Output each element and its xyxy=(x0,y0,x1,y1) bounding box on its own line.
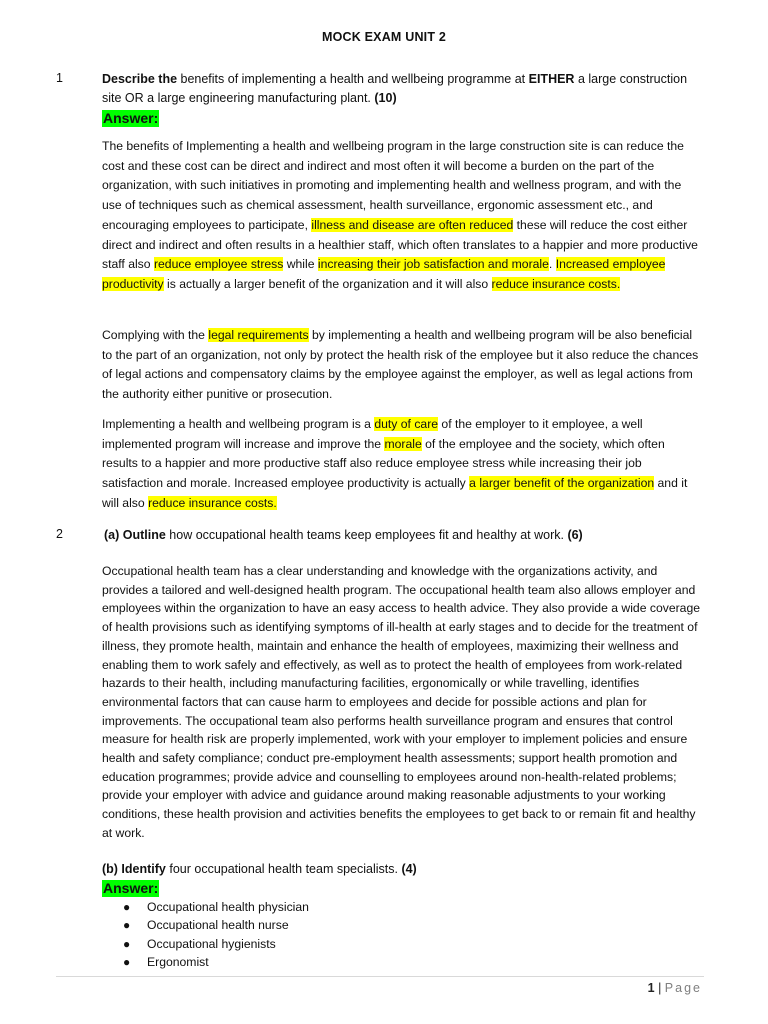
highlight: reduce insurance costs. xyxy=(491,276,621,291)
list-item-text: Ergonomist xyxy=(147,955,209,970)
highlight: Increased employee productivity xyxy=(102,257,666,291)
q1-answer-paragraph-1 xyxy=(102,137,702,295)
list-item xyxy=(102,916,602,934)
list-item-text: Occupational hygienists xyxy=(147,936,276,951)
text: by implementing a health and wellbeing program will be also beneficial to the part of an organization, not only by protect the health risk of the employee but it also reduce the chances of legal actions and compensatory claims by the employee against the employer, as well as legal actions from the authority either punitive or prosecution. xyxy=(102,328,699,402)
q1-text-a: benefits of implementing a health and wellbeing programme at xyxy=(177,72,529,86)
list-item-text: Occupational health nurse xyxy=(147,918,289,933)
bullet-icon: ● xyxy=(123,900,131,914)
q1-answer-paragraph-3 xyxy=(102,415,702,514)
q1-answer-label: Answer: xyxy=(103,110,159,126)
question-2-number: 2 xyxy=(56,527,63,541)
list-item xyxy=(102,953,602,971)
q2b-marks: (4) xyxy=(401,862,417,876)
page-footer xyxy=(648,981,702,995)
q1-either: EITHER xyxy=(528,72,575,86)
bullet-icon: ● xyxy=(123,955,131,970)
question-1-number: 1 xyxy=(56,71,63,85)
footer-divider xyxy=(56,976,704,977)
text: Complying with the xyxy=(102,328,209,342)
q2b-text: four occupational health team specialists. xyxy=(165,862,402,876)
q2b-lead: (b) Identify xyxy=(102,862,166,876)
q2a-answer-paragraph: Occupational health team has a clear understanding and knowledge with the organizations activity, and provides a tailored and well-designed health program. The occupational health team also allows employer and employees within the organization to have an easy access to health advice. They also provide a wide coverage of health provisions such as identifying symptoms of ill-health at early stages and to decide for the treatment of illness, they promote health, maintain and enhance the health of employees, maximizing their wellness and enabling them to work safely and effectively, as well as to protect the health of employees from work-related hazards to their health, including manufacturing facilities, ergonomically or while travelling, identifies environmental factors that can cause harm to employees and decide for possible actions and plan for improvements. The occupational team also performs health surveillance program and ensures that control measure for health risk are properly implemented, work with your employer to implement policies and ensure health and safety compliance; conduct pre-employment health assessments; support health promotion and education programmes; provide advice and counselling to employees around non-health-related problems; provide your employer with advice and guidance around making reasonable adjustments to your working conditions, these health provision and activities benefits the employees to get back to or remain fit and healthy at work. xyxy=(102,564,700,840)
highlight: reduce insurance costs. xyxy=(148,495,277,510)
text: Implementing a health and wellbeing program is a xyxy=(102,417,375,431)
highlight: increasing their job satisfaction and morale xyxy=(317,257,549,272)
highlight: duty of care xyxy=(374,417,439,431)
bullet-icon: ● xyxy=(123,936,131,951)
page-word: Page xyxy=(664,981,702,995)
text: of the employer to it employee, a well implemented program will increase and improve the xyxy=(102,417,643,451)
text: these will reduce the cost either direct and indirect and often results in a healthier staff, which often translates to a happier and more productive staff also xyxy=(102,217,698,272)
highlight: reduce employee stress xyxy=(153,257,284,272)
text: while xyxy=(283,257,318,272)
text: of the employee and the society, which often results to a happier and more productive staff also reduce employee stress while increasing their job satisfaction and morale. Increased employee productivity is actually xyxy=(102,436,665,491)
q2a-text: how occupational health teams keep employees fit and healthy at work. xyxy=(165,528,568,542)
list-item-text: Occupational health physician xyxy=(147,900,309,914)
q1-lead: Describe the xyxy=(102,72,178,86)
text: is actually a larger benefit of the organization and it will also xyxy=(163,276,492,291)
text: and it will also xyxy=(102,476,688,510)
q1-answer-paragraph-2 xyxy=(102,326,702,405)
highlight: legal requirements xyxy=(208,328,309,342)
text: . xyxy=(548,257,556,272)
specialists-list xyxy=(102,898,602,972)
text: The benefits of Implementing a health and wellbeing program in the large construction site is can reduce the cost and these cost can be direct and indirect and most often it will become a burden on the part of the organization, with such initiatives in promoting and implementing health and wellness program, and with the use of techniques such as chemical assessment, health surveillance, ergonomic assessment etc., and encouraging employees to participate, xyxy=(102,139,684,232)
list-item xyxy=(102,935,602,953)
question-1-text xyxy=(102,70,702,108)
page-number: 1 xyxy=(647,981,655,995)
highlight: morale xyxy=(384,436,422,451)
bullet-icon: ● xyxy=(123,918,131,933)
q2a-marks: (6) xyxy=(567,528,583,542)
q1-marks: (10) xyxy=(374,91,397,105)
question-2a-text xyxy=(104,526,704,545)
q2a-lead: (a) Outline xyxy=(104,528,166,542)
page-title: MOCK EXAM UNIT 2 xyxy=(321,30,447,44)
list-item xyxy=(102,898,602,916)
question-2b-text xyxy=(102,860,702,879)
highlight: illness and disease are often reduced xyxy=(311,217,514,232)
highlight: a larger benefit of the organization xyxy=(469,476,655,491)
q2b-answer-label: Answer: xyxy=(103,880,159,896)
q1-text-b: a large construction site OR a large engineering manufacturing plant. xyxy=(102,72,688,105)
footer-separator: | xyxy=(654,981,665,995)
